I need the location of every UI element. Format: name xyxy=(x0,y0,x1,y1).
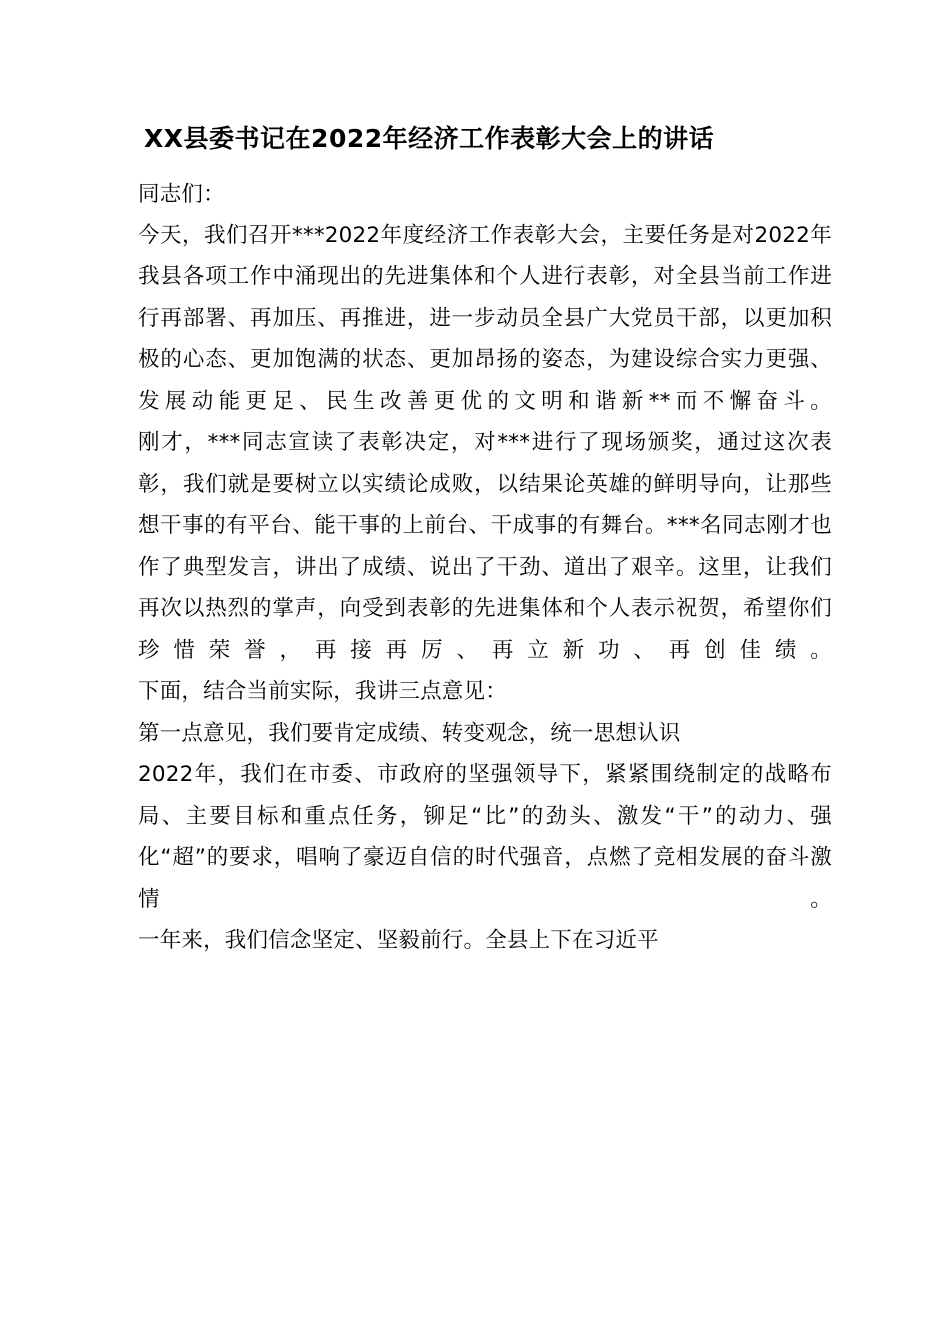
page-title: XX县委书记在2022年经济工作表彰大会上的讲话 xyxy=(144,124,715,153)
paragraph-salutation: 同志们： xyxy=(138,181,225,207)
paragraph-2: 刚才，***同志宣读了表彰决定，对***进行了现场颁奖，通过这次表彰，我们就是要树立以实绩论成败，以结果论英雄的鲜明导向，让那些想干事的有平台、能干事的上前台、干成事的有舞台。***名同志刚才也作了典型发言，讲出了成绩、说出了干劲、道出了艰辛。这里，让我们再次以热烈的掌声，向受到表彰的先进集体和个人表示祝贺，希望你们珍惜荣誉，再接再厉、再立新功、再创佳绩。 xyxy=(138,430,832,663)
paragraph-1: 今天，我们召开***2022年度经济工作表彰大会，主要任务是对2022年我县各项工作中涌现出的先进集体和个人进行表彰，对全县当前工作进行再部署、再加压、再推进，进一步动员全县广大党员干部，以更加积极的心态、更加饱满的状态、更加昂扬的姿态，为建设综合实力更强、发展动能更足、民生改善更优的文明和谐新**而不懈奋斗。 xyxy=(138,222,832,414)
paragraph-3: 下面，结合当前实际，我讲三点意见： xyxy=(138,679,507,705)
paragraph-4: 第一点意见，我们要肯定成绩、转变观念，统一思想认识 xyxy=(138,720,681,746)
paragraph-6: 一年来，我们信念坚定、坚毅前行。全县上下在习近平 xyxy=(138,928,659,954)
paragraph-5: 2022年，我们在市委、市政府的坚强领导下，紧紧围绕制定的战略布局、主要目标和重点任务，铆足“比”的劲头、激发“干”的动力、强化“超”的要求，唱响了豪迈自信的时代强音，点燃了竞相发展的奋斗激情。 xyxy=(138,762,832,912)
